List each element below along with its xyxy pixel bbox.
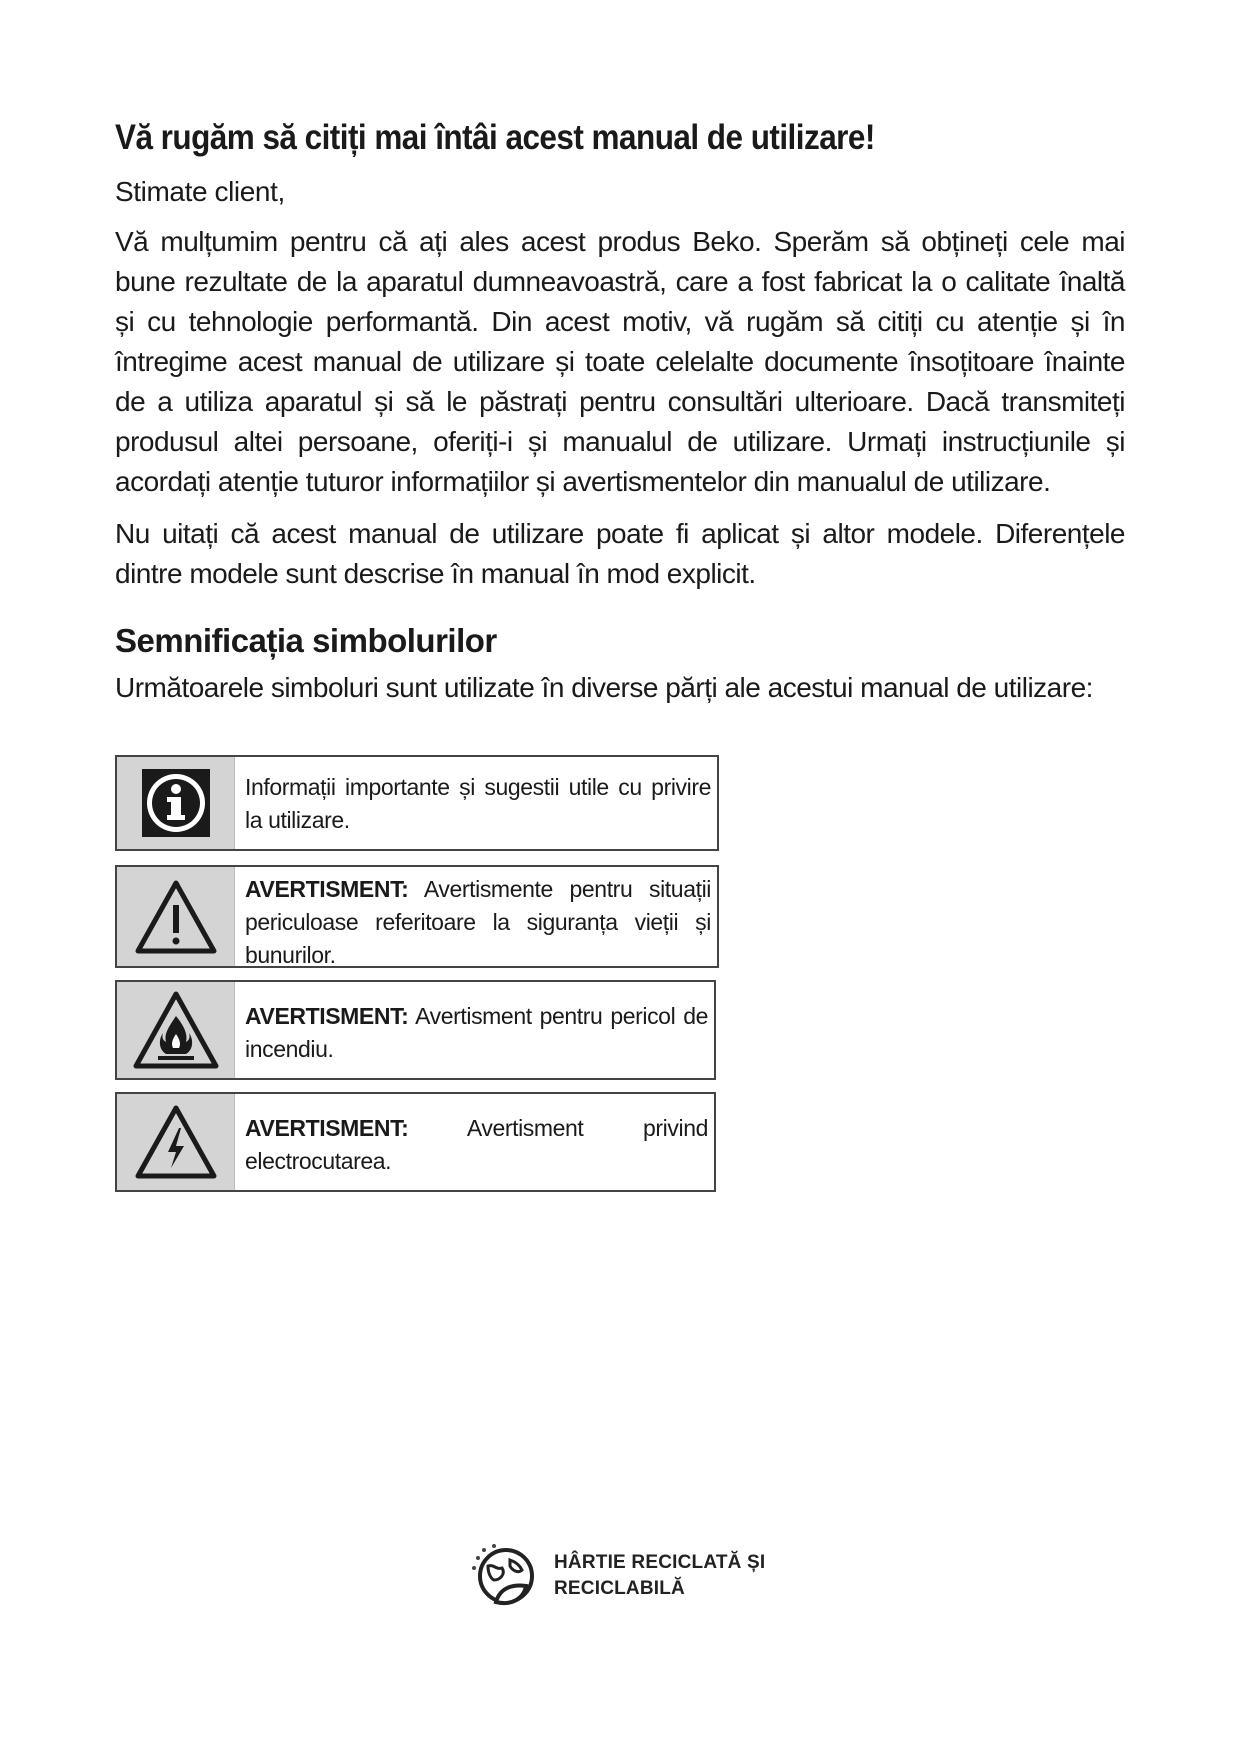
electric-warning-icon xyxy=(117,1094,235,1190)
logo-line-2: RECICLABILĂ xyxy=(554,1578,685,1599)
greeting: Stimate client, xyxy=(115,176,285,207)
recycle-globe-icon xyxy=(466,1540,546,1612)
warning-icon xyxy=(117,867,235,966)
warning-label: AVERTISMENT: xyxy=(245,1003,409,1029)
symbol-row-info xyxy=(115,755,719,851)
symbol-row-electric xyxy=(115,1092,716,1192)
models-paragraph: Nu uitați că acest manual de utilizare poate fi aplicat și altor modele. Diferențele dintre modele sunt descrise în manual în mod explicit. xyxy=(115,518,1125,589)
intro-paragraph: Vă mulțumim pentru că ați ales acest produs Beko. Sperăm să obțineți cele mai bune rezultate de la aparatul dumneavoastră, care a fost fabricat la o calitate înaltă și cu tehnologie performantă. Din acest motiv, vă rugăm să citiți cu atenție și în întregime acest manual de utilizare și toate celelalte documente însoțitoare înainte de a utiliza aparatul și să le păstrați pentru consultări ulterioare. Dacă transmiteți produsul altei persoane, oferiți-i și manualul de utilizare. Urmați instrucțiunile și acordați atenție tuturor informațiilor și avertismentelor din manualul de utilizare. xyxy=(115,226,1125,497)
info-icon xyxy=(117,757,235,849)
symbol-row-fire xyxy=(115,980,716,1080)
page-title: Vă rugăm să citiți mai întâi acest manual de utilizare! xyxy=(115,118,875,157)
symbols-heading: Semnificația simbolurilor xyxy=(115,622,497,659)
page-content xyxy=(115,118,1125,724)
symbol-description: Avertismente pentru situații periculoase referitoare la siguranța vieții și bunurilor. xyxy=(245,876,711,968)
warning-label: AVERTISMENT: xyxy=(245,876,409,902)
fire-warning-icon xyxy=(117,982,235,1078)
logo-line-1: HÂRTIE RECICLATĂ ȘI xyxy=(554,1552,766,1573)
warning-label: AVERTISMENT: xyxy=(245,1115,409,1141)
symbol-description: Avertisment pentru pericol de incendiu. xyxy=(245,1003,708,1062)
recycled-paper-logo xyxy=(466,1540,765,1612)
symbol-description: Informații importante și sugestii utile cu privire la utilizare. xyxy=(245,774,711,833)
symbols-intro: Următoarele simboluri sunt utilizate în diverse părți ale acestui manual de utilizare: xyxy=(115,672,1093,703)
symbol-row-warning xyxy=(115,865,719,968)
symbol-description: Avertisment privind electrocutarea. xyxy=(245,1115,708,1174)
